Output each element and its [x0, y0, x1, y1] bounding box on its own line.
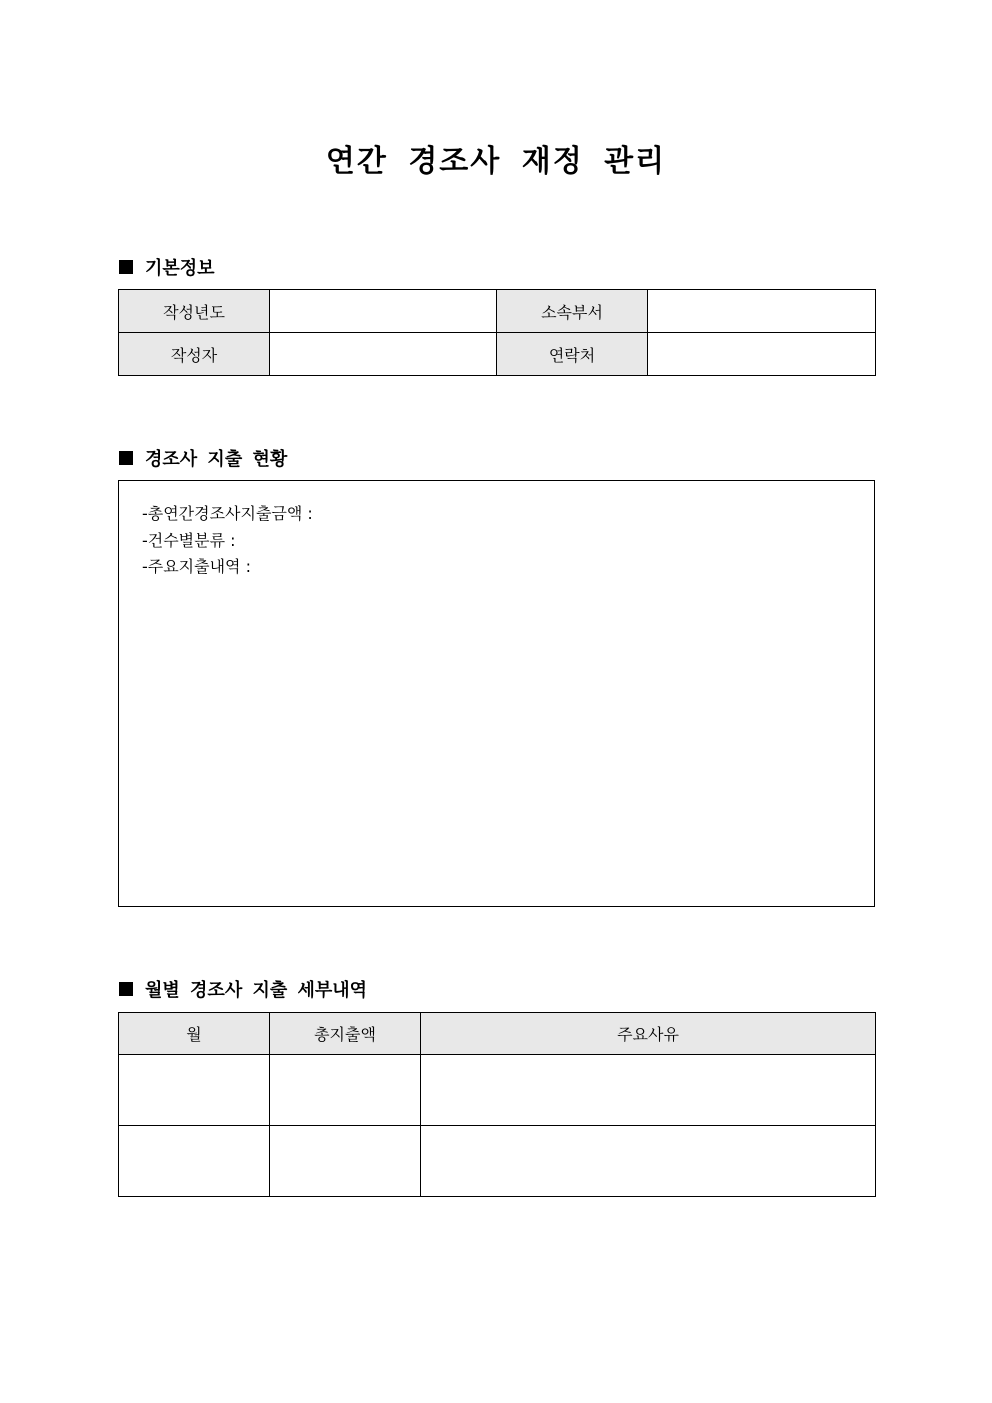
expense-status-box[interactable]: [118, 480, 875, 907]
cell-total[interactable]: [270, 1055, 421, 1126]
label-contact: 연락처: [497, 333, 648, 376]
label-year: 작성년도: [119, 290, 270, 333]
section-heading-monthly-details: [119, 976, 367, 1002]
bullet-square-icon: [119, 451, 133, 465]
document-title: 연간 경조사 재정 관리: [325, 144, 667, 179]
cell-reason[interactable]: [421, 1126, 876, 1197]
field-year[interactable]: [270, 290, 497, 333]
table-row: [119, 333, 876, 376]
field-department[interactable]: [648, 290, 876, 333]
column-header-month: 월: [119, 1013, 270, 1055]
cell-month[interactable]: [119, 1055, 270, 1126]
cell-month[interactable]: [119, 1126, 270, 1197]
section-title: 월별 경조사 지출 세부내역: [145, 980, 368, 1001]
line-major-expenses: -주요지출내역 :: [142, 557, 251, 576]
section-heading-expense-status: [119, 445, 287, 471]
column-header-reason: 주요사유: [421, 1013, 876, 1055]
field-author[interactable]: [270, 333, 497, 376]
label-author: 작성자: [119, 333, 270, 376]
section-title: 기본정보: [145, 258, 215, 279]
cell-reason[interactable]: [421, 1055, 876, 1126]
section-title: 경조사 지출 현황: [145, 449, 288, 470]
line-count-classification: -건수별분류 :: [142, 530, 236, 550]
bullet-square-icon: [119, 260, 133, 274]
section-heading-basic-info: [119, 254, 215, 280]
table-row: [119, 290, 876, 333]
field-contact[interactable]: [648, 333, 876, 376]
cell-total[interactable]: [270, 1126, 421, 1197]
label-department: 소속부서: [497, 290, 648, 333]
basic-info-table: [118, 289, 876, 376]
column-header-total: 총지출액: [270, 1013, 421, 1055]
line-total-annual-amount: -총연간경조사지출금액 :: [142, 504, 313, 523]
table-header-row: [119, 1013, 876, 1055]
table-row: [119, 1126, 876, 1197]
monthly-details-table: [118, 1012, 876, 1197]
bullet-square-icon: [119, 982, 133, 996]
table-row: [119, 1055, 876, 1126]
